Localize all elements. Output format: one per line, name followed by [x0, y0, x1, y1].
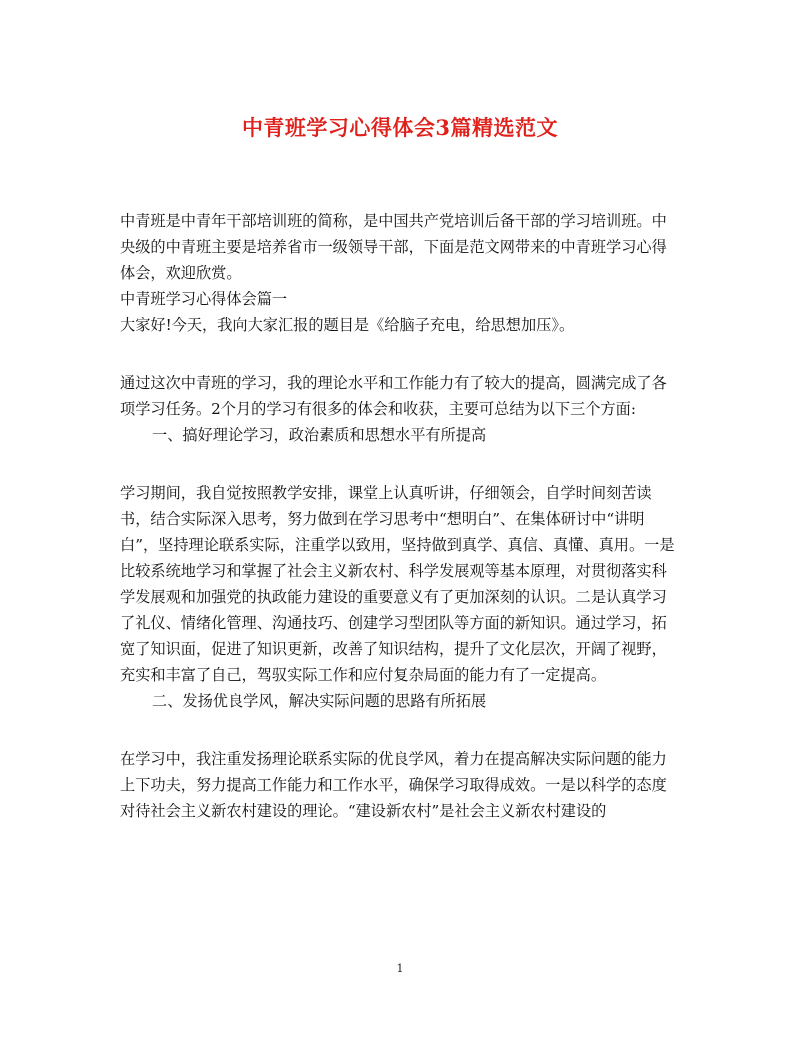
- greeting-paragraph: 大家好!今天，我向大家汇报的题目是《给脑子充电，给思想加压》。: [120, 316, 575, 334]
- point-heading-1: 一、搞好理论学习，政治素质和思想水平有所提高: [152, 426, 487, 444]
- document-body: [120, 208, 680, 824]
- body-paragraph-1: 学习期间，我自觉按照教学安排，课堂上认真听讲，仔细领会，自学时间刻苦读书，结合实际深入思考，努力做到在学习思考中“想明白”、在集体研讨中“讲明白”，坚持理论联系实际，注重学以致用，坚持做到真学、真信、真懂、真用。一是比较系统地学习和掌握了社会主义新农村、科学发展观等基本原理，对贯彻落实科学发展观和加强党的执政能力建设的重要意义有了更加深刻的认识。二是认真学习了礼仪、情绪化管理、沟通技巧、创建学习型团队等方面的新知识。通过学习，拓宽了知识面，促进了知识更新，改善了知识结构，提升了文化层次，开阔了视野，充实和丰富了自己，驾驭实际工作和应付复杂局面的能力有了一定提高。: [120, 484, 675, 684]
- body-paragraph-2: 在学习中，我注重发扬理论联系实际的优良学风，着力在提高解决实际问题的能力上下功夫，努力提高工作能力和工作水平，确保学习取得成效。一是以科学的态度对待社会主义新农村建设的理论。“建设新农村”是社会主义新农村建设的: [120, 750, 667, 820]
- page-number: 1: [396, 962, 404, 975]
- overview-paragraph: 通过这次中青班的学习，我的理论水平和工作能力有了较大的提高，圆满完成了各项学习任务。2个月的学习有很多的体会和收获，主要可总结为以下三个方面:: [120, 374, 667, 418]
- section-heading: 中青班学习心得体会篇一: [120, 290, 288, 308]
- document-title: 中青班学习心得体会3篇精选范文: [241, 115, 559, 140]
- intro-paragraph: 中青班是中青年干部培训班的简称，是中国共产党培训后备干部的学习培训班。中央级的中青班主要是培养省市一级领导干部，下面是范文网带来的中青班学习心得体会，欢迎欣赏。: [120, 212, 667, 282]
- point-heading-2: 二、发扬优良学风，解决实际问题的思路有所拓展: [152, 692, 487, 710]
